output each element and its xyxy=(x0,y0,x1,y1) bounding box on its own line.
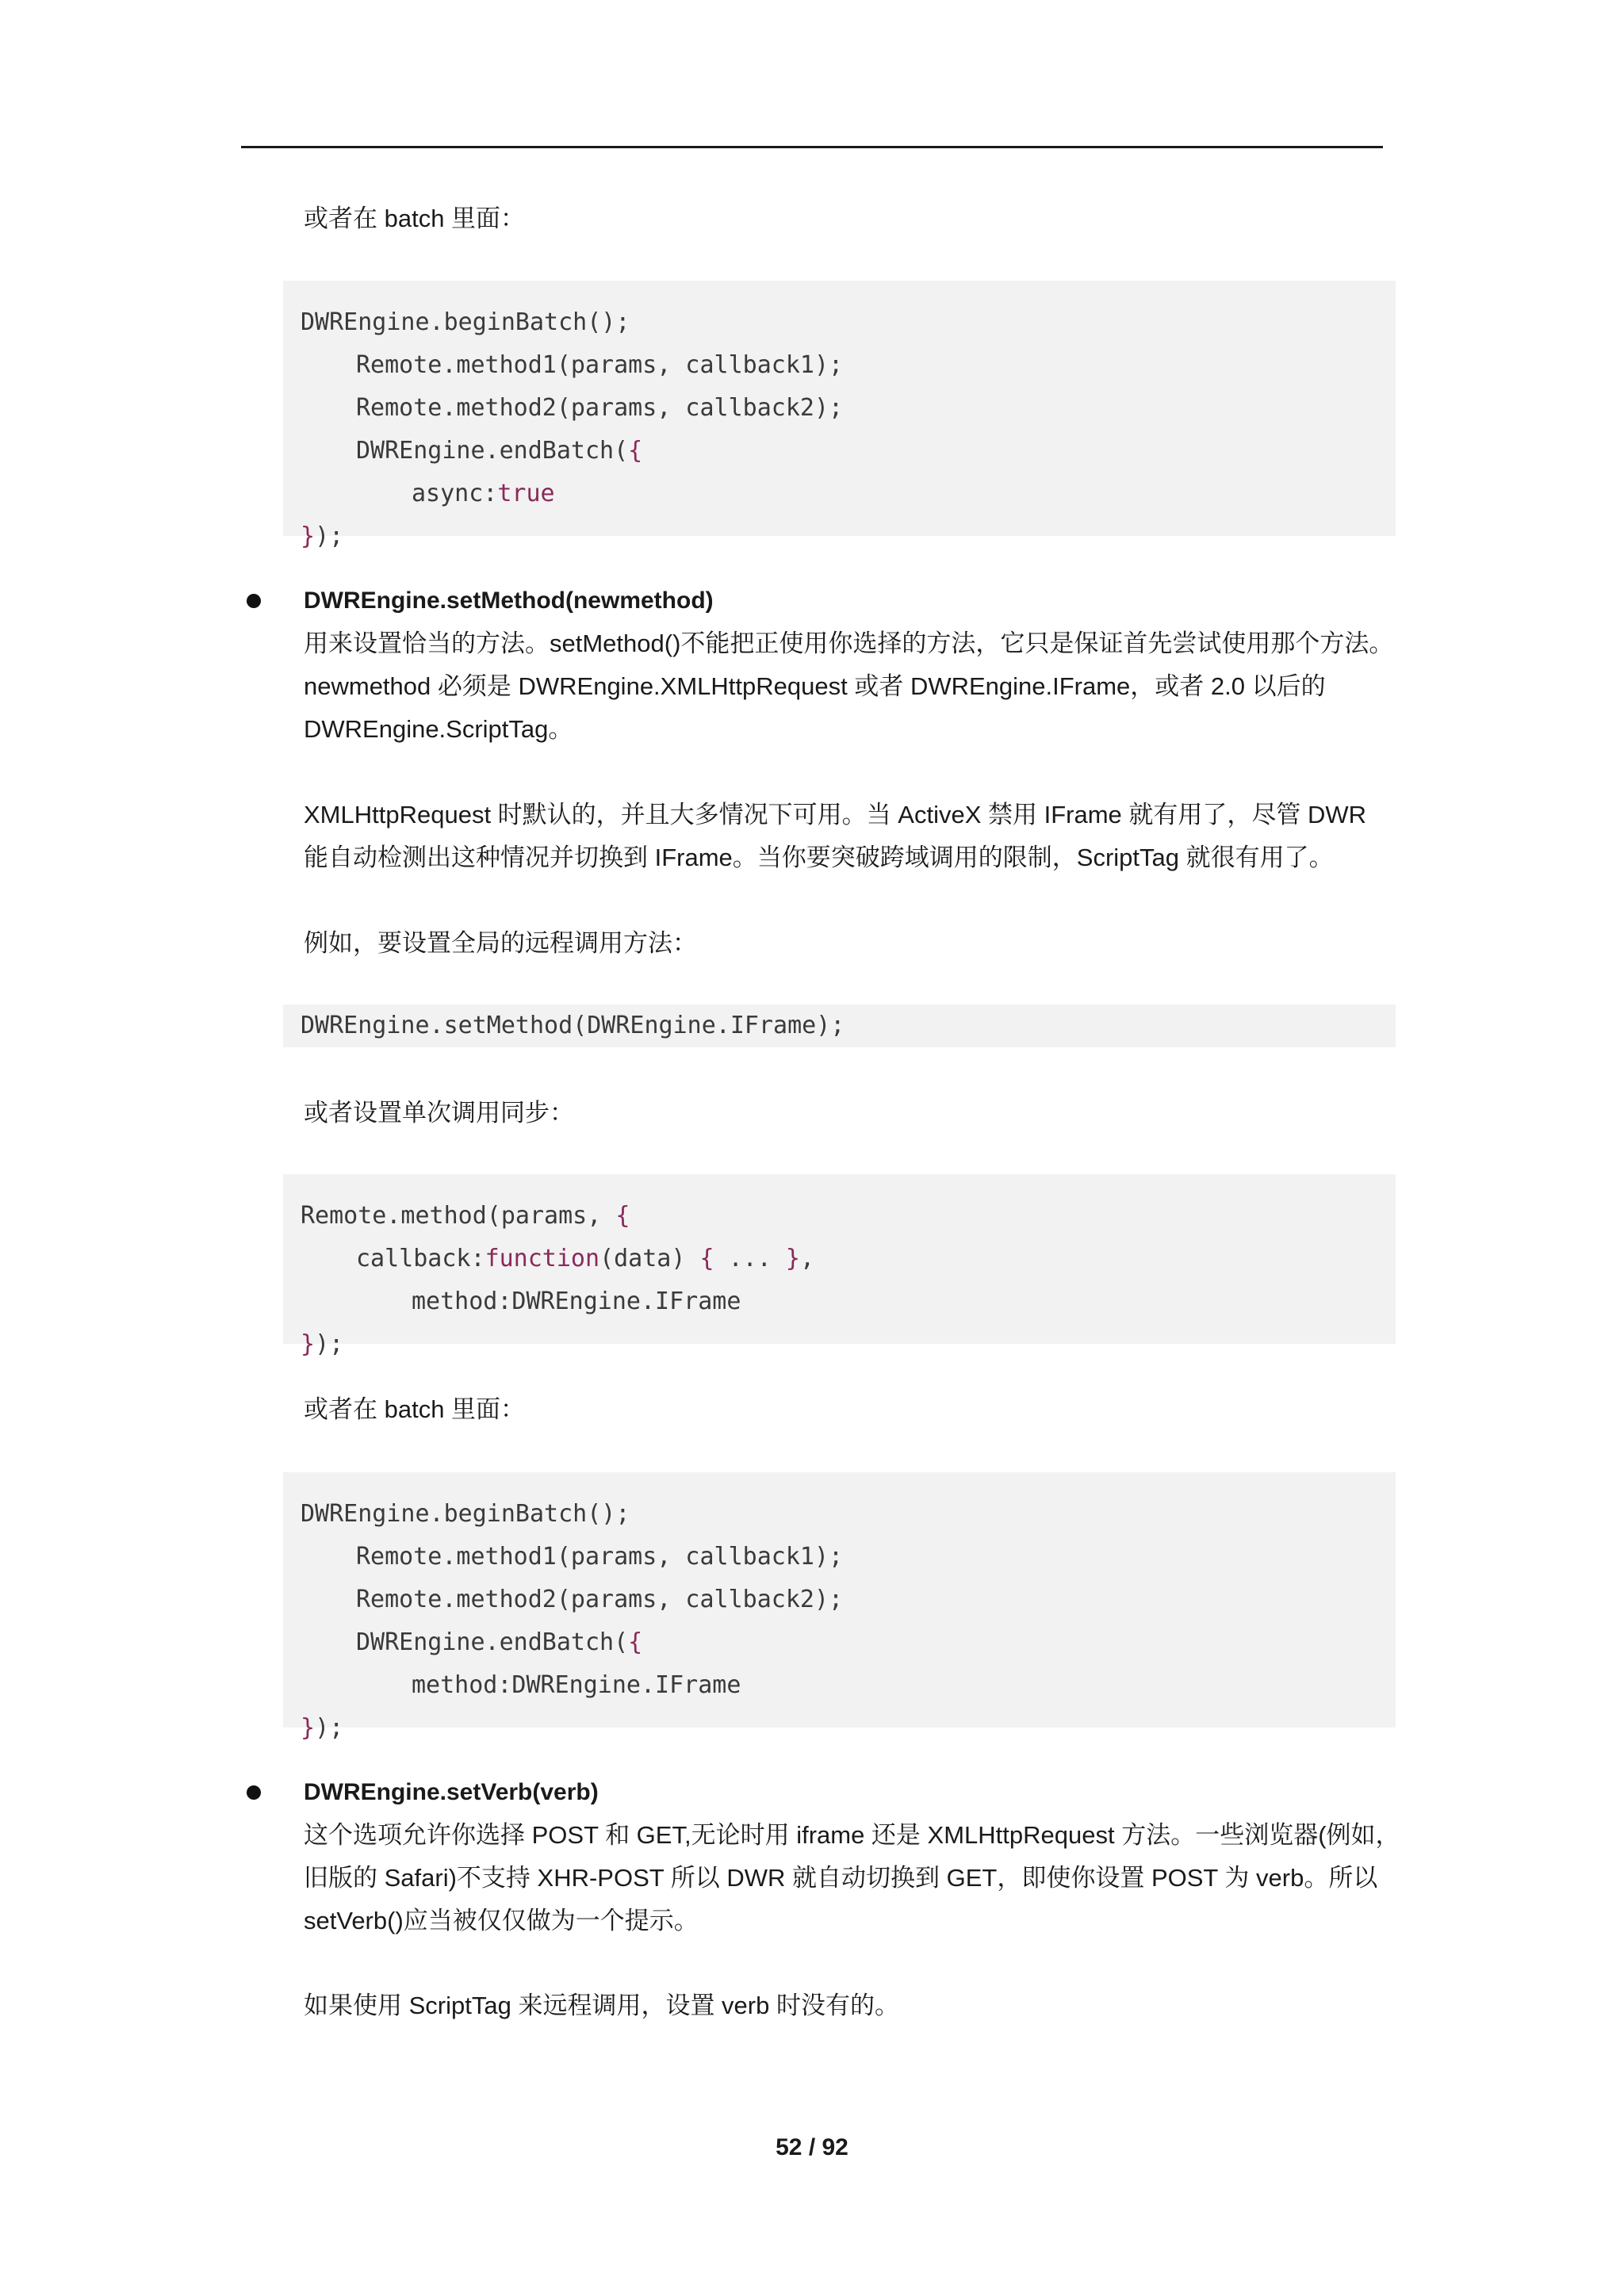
paragraph-intro-batch: 或者在 batch 里面： xyxy=(304,205,526,232)
code-line: DWREngine.endBatch({ xyxy=(356,437,643,465)
code-line: Remote.method1(params, callback1); xyxy=(356,1543,844,1571)
code-line: DWREngine.beginBatch(); xyxy=(301,1500,630,1528)
code-line: }); xyxy=(301,1330,344,1358)
code-block-batch-async xyxy=(283,281,1396,550)
code-block-batch-method xyxy=(283,1472,1396,1742)
code-line: callback:function(data) { ... }, xyxy=(356,1245,814,1272)
code-block-setmethod xyxy=(283,1004,1396,1047)
paragraph-setverb-desc: 这个选项允许你选择 POST 和 GET,无论时用 iframe 还是 XMLHttpRequest 方法。一些浏览器(例如， 旧版的 Safari)不支持 XHR-POST 所以 DWR 就自动切换到 GET，即使你设置 POST 为 verb。所以 setVerb()应当被仅仅做为一个提示。 xyxy=(304,1821,1400,1934)
code-line: Remote.method1(params, callback1); xyxy=(356,351,844,379)
paragraph-single-call: 或者设置单次调用同步： xyxy=(304,1099,574,1127)
code-line: }); xyxy=(301,1714,344,1742)
code-line: Remote.method(params, { xyxy=(301,1202,630,1230)
code-block-single-call xyxy=(283,1174,1396,1358)
header-rule xyxy=(241,146,1383,148)
page-separator: / xyxy=(802,2134,822,2160)
section-heading-setverb: DWREngine.setVerb(verb) xyxy=(304,1779,599,1805)
page-number xyxy=(0,2126,1624,2169)
code-line: Remote.method2(params, callback2); xyxy=(356,1586,844,1613)
code-line: method:DWREngine.IFrame xyxy=(412,1288,741,1315)
code-line: DWREngine.setMethod(DWREngine.IFrame); xyxy=(301,1012,845,1039)
code-line: DWREngine.endBatch({ xyxy=(356,1628,643,1656)
paragraph-example-global: 例如，要设置全局的远程调用方法： xyxy=(304,929,697,957)
paragraph-setmethod-default: XMLHttpRequest 时默认的，并且大多情况下可用。当 ActiveX 禁用 IFrame 就有用了，尽管 DWR 能自动检测出这种情况并切换到 IFrame。当你要突破跨域调用的限制，ScriptTag 就很有用了。 xyxy=(304,801,1367,871)
bullet-icon xyxy=(247,594,261,608)
paragraph-setmethod-desc: 用来设置恰当的方法。setMethod()不能把正使用你选择的方法，它只是保证首先尝试使用那个方法。 newmethod 必须是 DWREngine.XMLHttpRequest 或者 DWREngine.IFrame，或者 2.0 以后的 DWREngine.ScriptTag。 xyxy=(304,629,1394,743)
paragraph-scripttag-verb: 如果使用 ScriptTag 来远程调用，设置 verb 时没有的。 xyxy=(304,1992,899,2019)
page-current: 52 xyxy=(776,2134,802,2160)
code-line: DWREngine.beginBatch(); xyxy=(301,308,630,336)
code-line: async:true xyxy=(412,480,555,507)
page-total: 92 xyxy=(822,2134,848,2160)
code-line: Remote.method2(params, callback2); xyxy=(356,394,844,422)
bullet-icon xyxy=(247,1785,261,1800)
section-heading-setmethod: DWREngine.setMethod(newmethod) xyxy=(304,587,714,614)
code-line: }); xyxy=(301,522,344,550)
code-line: method:DWREngine.IFrame xyxy=(412,1671,741,1699)
paragraph-batch: 或者在 batch 里面： xyxy=(304,1395,526,1423)
